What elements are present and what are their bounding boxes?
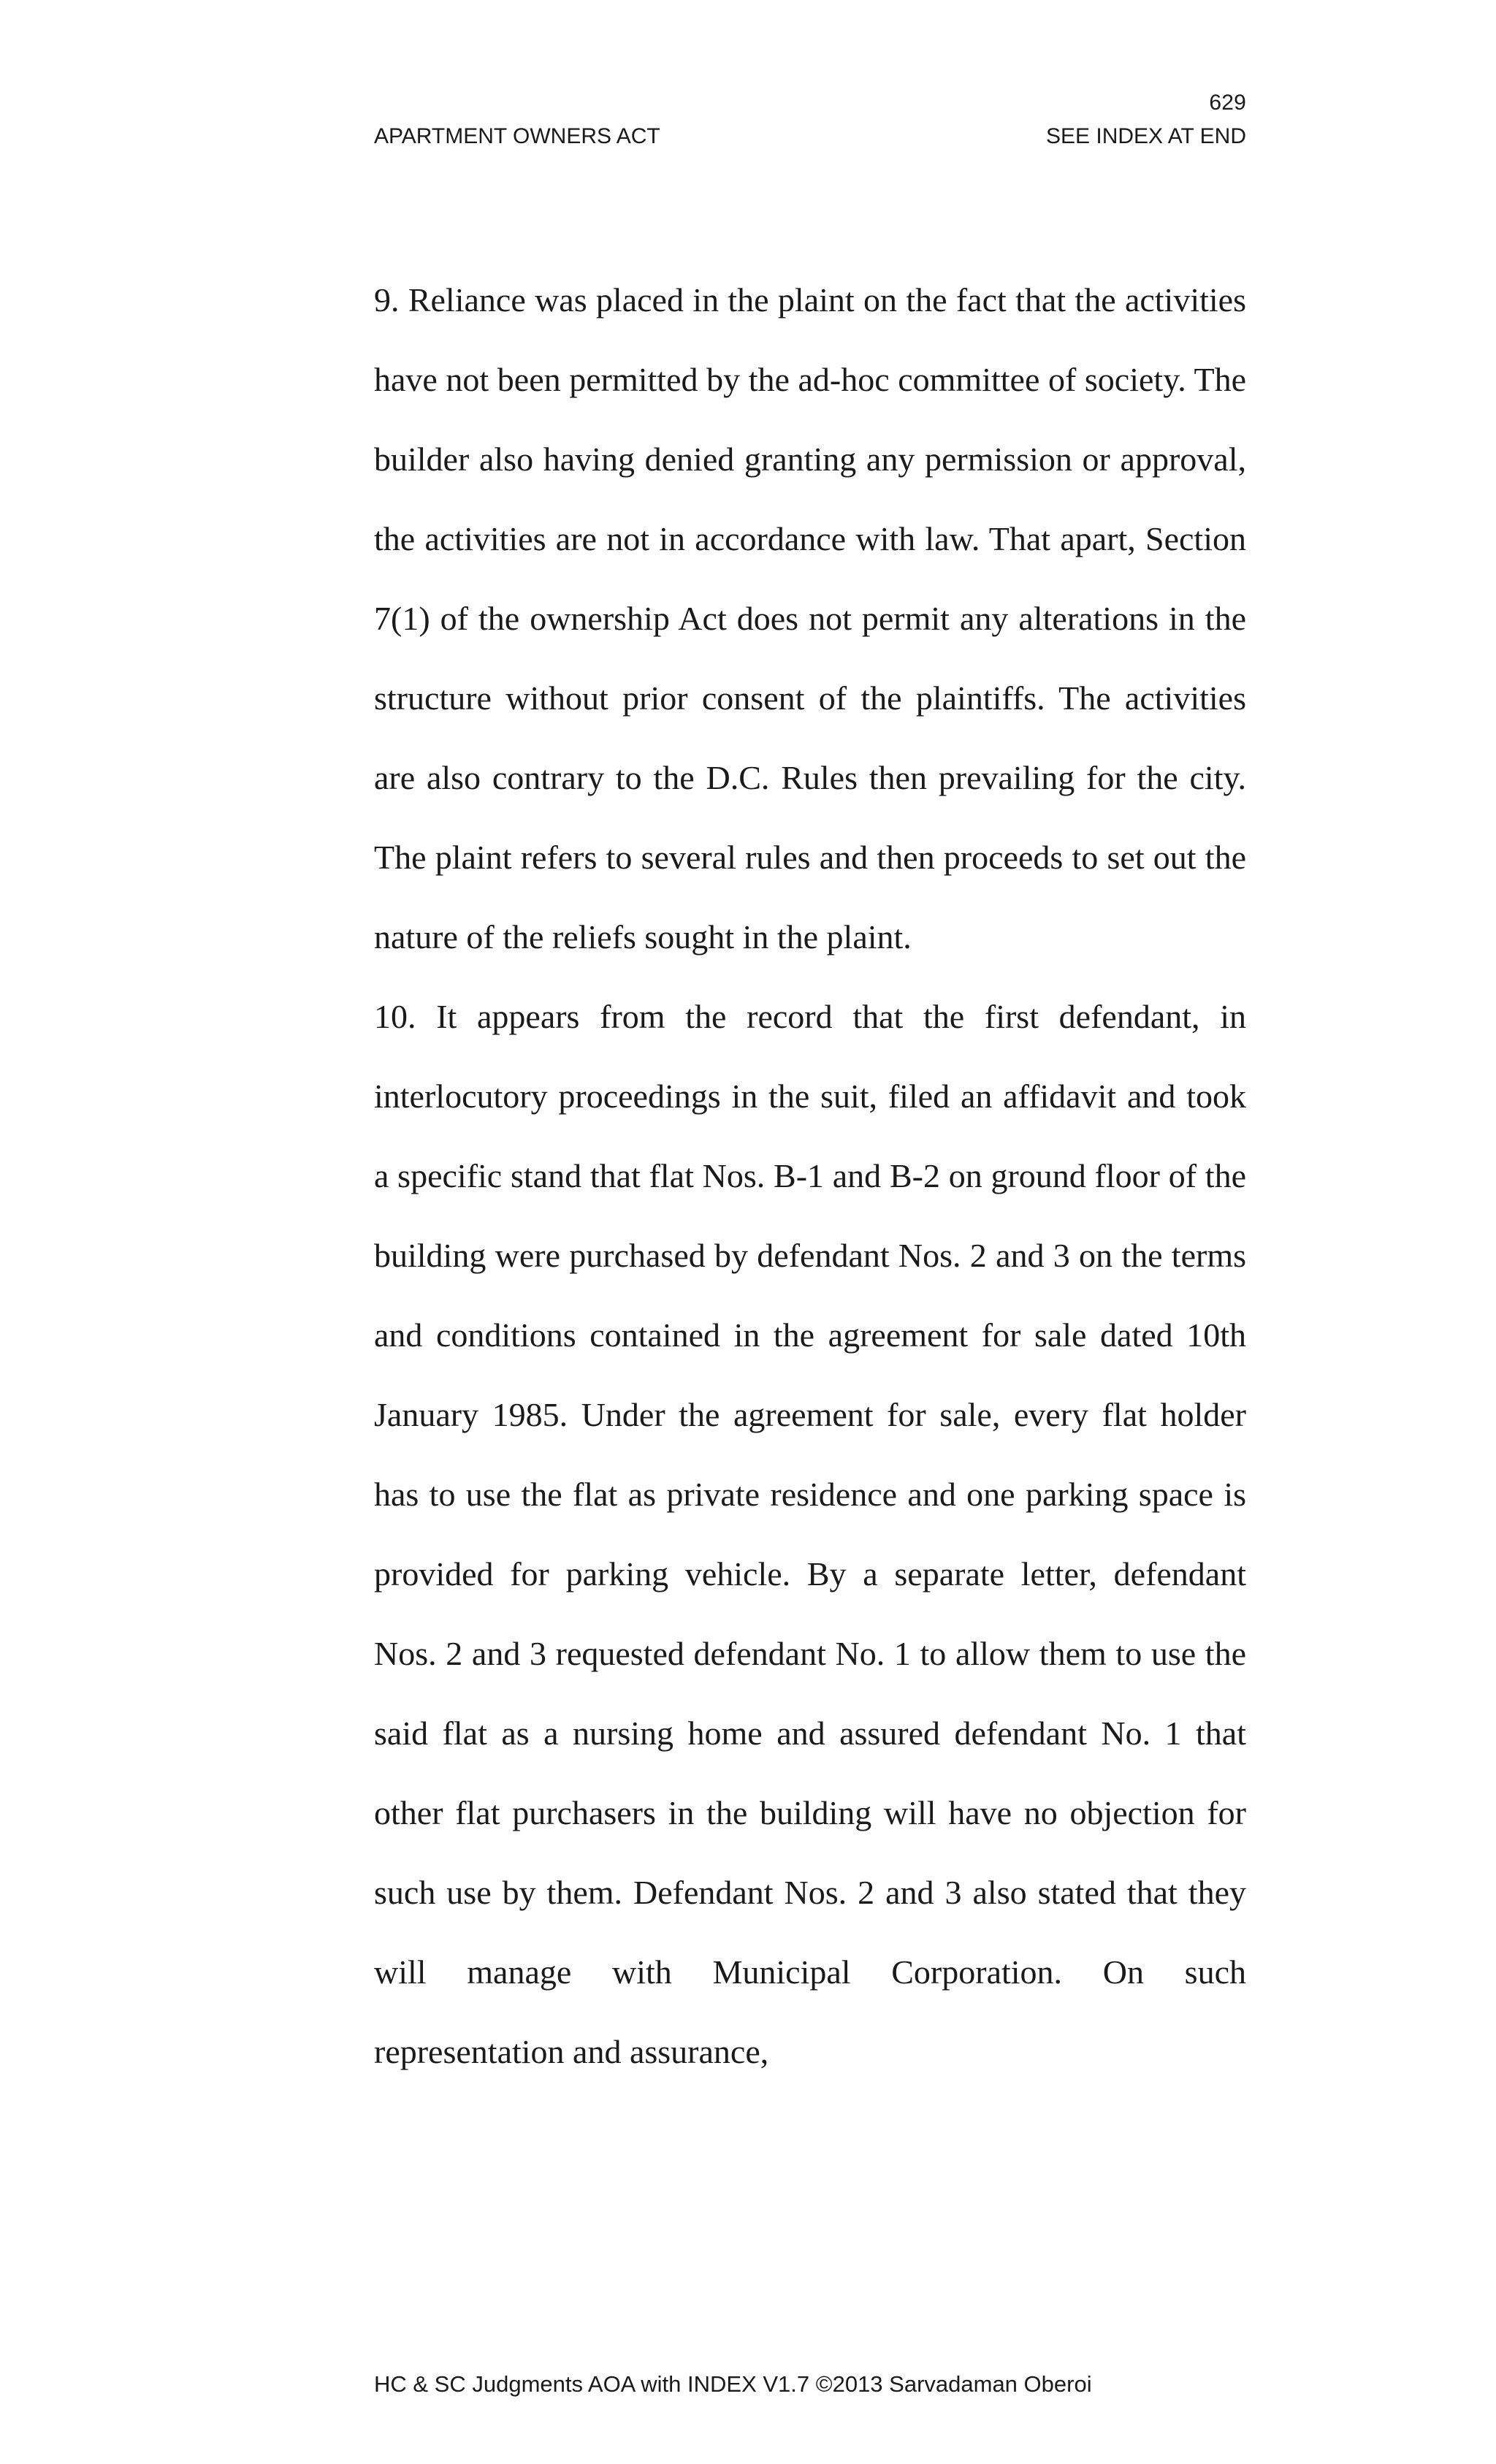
running-header-index-note: SEE INDEX AT END	[1046, 124, 1246, 148]
page-footer: HC & SC Judgments AOA with INDEX V1.7 ©2013 Sarvadaman Oberoi	[374, 2371, 1092, 2397]
document-body	[374, 260, 1246, 2091]
running-header-title: APARTMENT OWNERS ACT	[374, 124, 660, 148]
page-number: 629	[1209, 91, 1246, 115]
paragraph-9: 9. Reliance was placed in the plaint on the fact that the activities have not been permitted by the ad-hoc committee of society. The builder also having denied granting any permission or approval, the activities are not in accordance with law. That apart, Section 7(1) of the ownership Act does not permit any alterations in the structure without prior consent of the plaintiffs. The activities are also contrary to the D.C. Rules then prevailing for the city. The plaint refers to several rules and then proceeds to set out the nature of the reliefs sought in the plaint.	[374, 281, 1246, 956]
paragraph-10: 10. It appears from the record that the first defendant, in interlocutory proceedings in the suit, filed an affidavit and took a specific stand that flat Nos. B-1 and B-2 on ground floor of the building were purchased by defendant Nos. 2 and 3 on the terms and conditions contained in the agreement for sale dated 10th January 1985. Under the agreement for sale, every flat holder has to use the flat as private residence and one parking space is provided for parking vehicle. By a separate letter, defendant Nos. 2 and 3 requested defendant No. 1 to allow them to use the said flat as a nursing home and assured defendant No. 1 that other flat purchasers in the building will have no objection for such use by them. Defendant Nos. 2 and 3 also stated that they will manage with Municipal Corporation. On such representation and assurance,	[374, 998, 1246, 2070]
